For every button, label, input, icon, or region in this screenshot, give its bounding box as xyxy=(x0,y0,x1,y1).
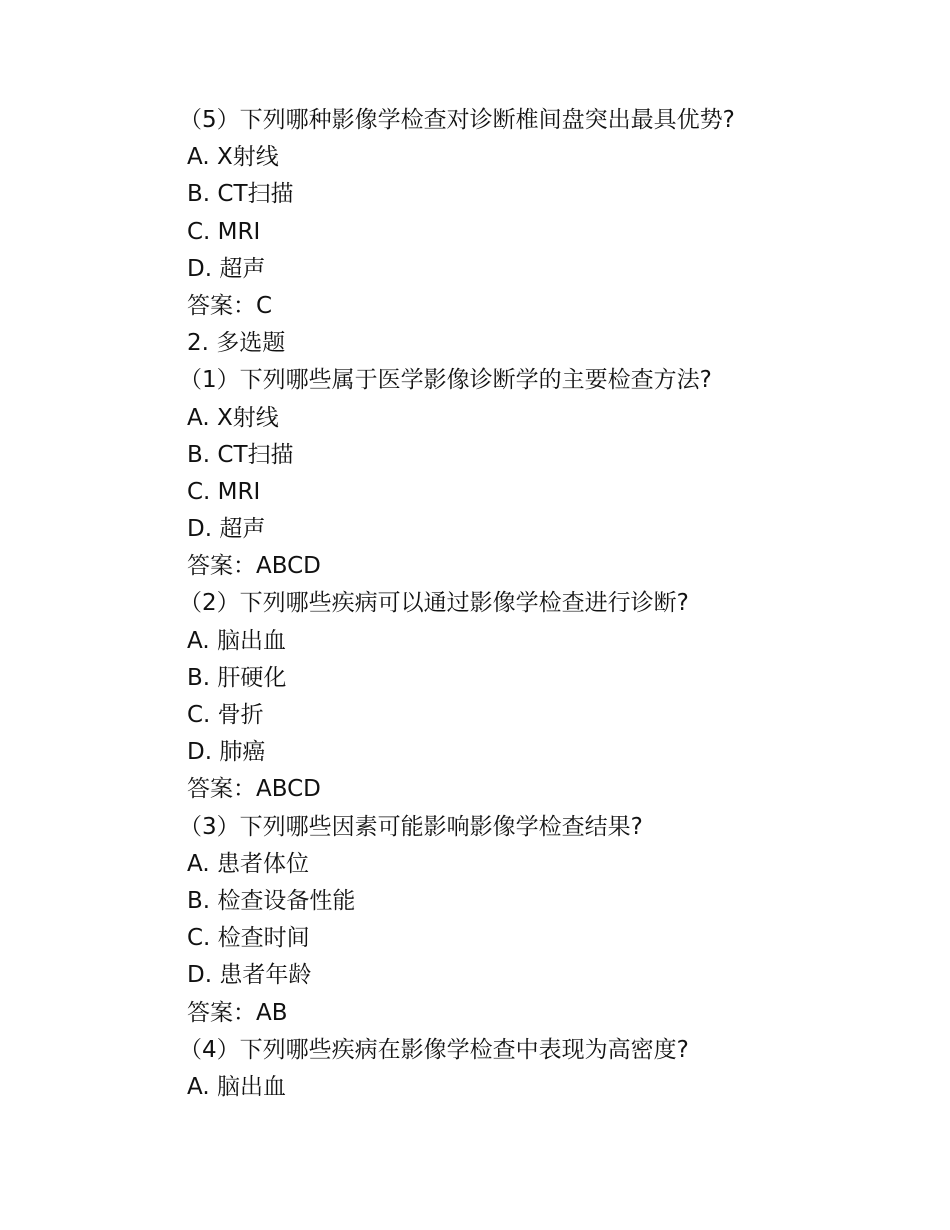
option-b: B. CT扫描 xyxy=(187,181,294,208)
option-a: A. X射线 xyxy=(187,404,279,431)
option-c: C. MRI xyxy=(187,218,261,245)
answer: 答案：ABCD xyxy=(187,553,321,580)
option-d: D. 患者年龄 xyxy=(187,962,312,989)
option-b: B. 检查设备性能 xyxy=(187,887,356,914)
option-c: C. MRI xyxy=(187,478,261,505)
option-b: B. CT扫描 xyxy=(187,441,294,468)
option-a: A. 患者体位 xyxy=(187,850,309,877)
option-c: C. 骨折 xyxy=(187,702,264,728)
question-4: （4）下列哪些疾病在影像学检查中表现为高密度? xyxy=(179,1036,689,1063)
option-a: A. 脑出血 xyxy=(187,627,286,654)
answer: 答案：AB xyxy=(187,999,288,1026)
option-a: A. X射线 xyxy=(187,144,279,171)
document-body xyxy=(179,102,887,1106)
option-d: D. 超声 xyxy=(187,516,266,543)
section-heading: 2. 多选题 xyxy=(187,330,286,357)
option-b: B. 肝硬化 xyxy=(187,664,287,691)
question-5: （5）下列哪种影像学检查对诊断椎间盘突出最具优势? xyxy=(179,107,735,133)
question-2: （2）下列哪些疾病可以通过影像学检查进行诊断? xyxy=(179,590,689,617)
option-c: C. 检查时间 xyxy=(187,925,310,952)
option-d: D. 肺癌 xyxy=(187,739,266,766)
option-a: A. 脑出血 xyxy=(187,1073,286,1100)
answer: 答案：ABCD xyxy=(187,776,321,803)
answer: 答案：C xyxy=(187,292,273,319)
option-d: D. 超声 xyxy=(187,255,266,282)
question-1: （1）下列哪些属于医学影像诊断学的主要检查方法? xyxy=(179,367,712,394)
question-3: （3）下列哪些因素可能影响影像学检查结果? xyxy=(179,813,643,840)
